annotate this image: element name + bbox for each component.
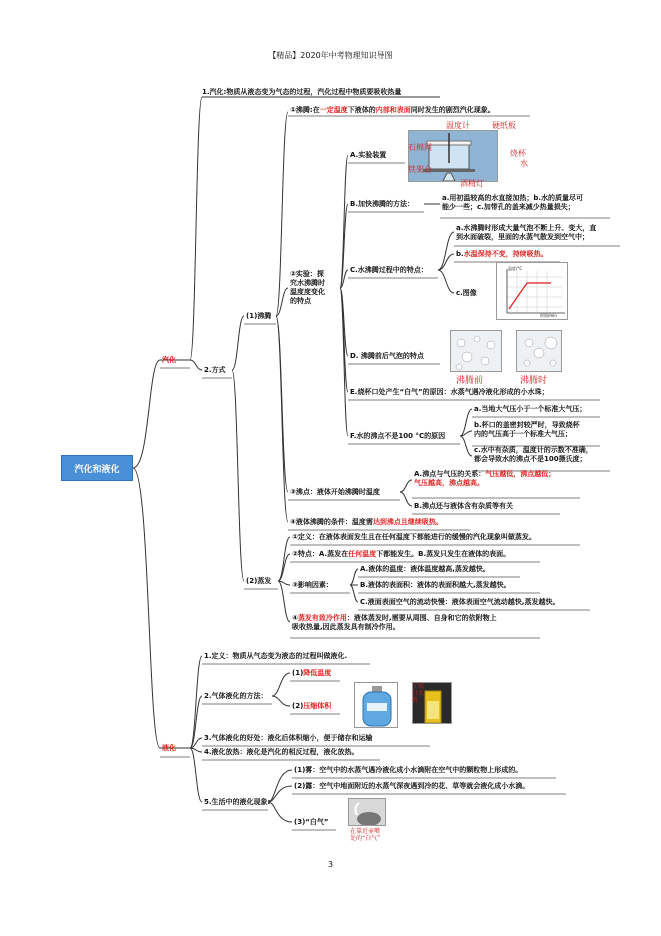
bubbles-before-boiling-image: [450, 330, 502, 372]
speed-up-detail: a.用初温较高的水直接加热；b.水的质量尽可 能少一些；c.加带孔的盖来减少热量损失；: [442, 194, 584, 211]
label-cardboard: 硬纸板: [492, 121, 516, 130]
node-speed-up-boiling[interactable]: B.加快沸腾的方法：: [350, 200, 414, 208]
temperature-time-graph: [496, 262, 568, 320]
bubbles-before-drawing: [451, 331, 502, 372]
experiment-title: ②实验：探 究水沸腾时 温度度变化 的特点: [290, 270, 325, 305]
evaporation-features: ②特点：A.蒸发在任何温度下都能发生。B.蒸发只发生在液体的表面。: [292, 550, 511, 558]
gas-cylinder-drawing: [355, 683, 398, 728]
gas-cylinder-image: [354, 682, 398, 728]
node-evaporation-factors[interactable]: ③影响因素：: [292, 581, 333, 589]
kettle-caption: 在靠近壶嘴 处的“白气”: [350, 828, 381, 842]
node-boiling-point-not-100[interactable]: F.水的沸点不是100 °C的原因: [350, 432, 446, 440]
node-liquefaction-in-life[interactable]: 5.生活中的液化现象:: [204, 798, 271, 806]
factor-air-flow: C.液面表面空气的流动快慢：液体表面空气流动越快,蒸发越快。: [360, 598, 560, 606]
method-lower-temperature: (1)降低温度: [292, 669, 332, 677]
branch-boiling[interactable]: (1)沸腾: [246, 312, 272, 320]
graph-y-label: 温度/°C: [508, 266, 523, 271]
life-dew: (2)露：空气中地面附近的水蒸气深夜遇到冷的花、草等就会液化成小水滴。: [294, 782, 530, 790]
method-compress-volume: (2)压缩体积: [292, 702, 332, 710]
kettle-drawing: [349, 799, 386, 826]
reason-low-pressure: a.当地大气压小于一个标准大气压；: [474, 405, 587, 413]
boiling-point-pressure: A.沸点与气压的关系：气压越低，沸点越低； 气压越高，沸点越高。: [414, 470, 556, 487]
page-header: 【精品】2020年中考物理知识导图: [268, 51, 393, 60]
label-during-boiling: 沸腾时: [520, 376, 548, 386]
branch-liquefaction[interactable]: 液化: [162, 744, 176, 752]
label-water: 水: [520, 159, 528, 168]
node-boiling-features[interactable]: C.水沸腾过程中的特点：: [350, 266, 428, 274]
evaporation-definition: ①定义：在液体表面发生且在任何温度下都能进行的缓慢的汽化现象叫做蒸发。: [292, 533, 536, 541]
evaporation-cooling: ④蒸发有致冷作用：液体蒸发时,需要从周围、自身和它的依附物上 吸收热量,因此蒸发具有制冷作用。: [292, 614, 497, 631]
life-fog: (1)雾：空气中的水蒸气遇冷液化成小水滴附在空气中的颗粒物上形成的。: [294, 766, 523, 774]
page-number: 3: [327, 860, 334, 869]
factor-surface-area: B.液体的表面积：液体的表面积越大,蒸发越快。: [360, 581, 511, 589]
branch-evaporation[interactable]: (2)蒸发: [246, 577, 272, 585]
reason-impurities: c.水中有杂质，温度计的示数不准确， 都会导致水的沸点不是100摄氏度；: [474, 446, 593, 463]
feature-bubbles: a.水沸腾时形成大量气泡不断上升、变大，直 到水面破裂，里面的水蒸气散发到空气中；: [456, 224, 597, 241]
bubbles-during-boiling-image: [516, 330, 562, 372]
label-asbestos-net: 石棉网: [408, 143, 432, 152]
label-before-boiling: 沸腾前: [456, 376, 484, 386]
boiling-definition: ①沸腾:在一定温度下液体的内部和表面同时发生的剧烈汽化现象。: [290, 106, 495, 114]
node-boiling-point[interactable]: ③沸点：液体开始沸腾时温度: [290, 488, 380, 496]
life-white-gas: (3)“白气”: [294, 818, 329, 826]
feature-constant-temperature: b.水温保持不变，持续吸热。: [456, 250, 548, 258]
label-iron-stand: 铁架台: [408, 165, 432, 174]
feature-graph-label: c.图像: [456, 289, 477, 297]
vaporization-definition: 1.汽化:物质从液态变为气态的过程，汽化过程中物质要吸收热量: [202, 88, 402, 96]
node-white-gas-reason[interactable]: E.烧杯口处产生“白气”的原因：水蒸气遇冷液化形成的小水珠；: [350, 388, 549, 396]
liquefaction-definition: 1.定义：物质从气态变为液态的过程叫做液化.: [204, 652, 348, 660]
branch-ways[interactable]: 2.方式: [204, 366, 226, 374]
graph-x-label: 时间/min: [540, 313, 557, 318]
node-experiment-setup[interactable]: A.实验装置: [350, 151, 387, 159]
boiling-point-impurities: B.沸点还与液体含有杂质等有关: [414, 502, 513, 510]
node-liquefaction-methods[interactable]: 2.气体液化的方法：: [204, 692, 268, 700]
reason-sealed-lid: b.杯口的盖密封较严时，导致烧杯 内的气压高于一个标准大气压；: [474, 421, 580, 438]
center-topic-node[interactable]: 汽化和液化: [61, 455, 133, 481]
label-thermometer: 温度计: [446, 121, 470, 130]
liquefaction-benefit: 3.气体液化的好处：液化后体积缩小，便于储存和运输: [204, 734, 373, 742]
label-butane-lighter: 丁烷打火机: [412, 683, 425, 704]
kettle-steam-image: [348, 798, 386, 826]
boiling-condition: ④液体沸腾的条件：温度需达到沸点且继续吸热。: [290, 518, 443, 526]
node-bubbles[interactable]: D. 沸腾前后气泡的特点: [350, 352, 424, 360]
factor-temperature: A.液体的温度：液体温度越高,蒸发越快。: [360, 565, 490, 573]
label-beaker: 烧杯: [510, 149, 526, 158]
label-alcohol-lamp: 酒精灯: [460, 179, 484, 188]
liquefaction-releases-heat: 4.液化放热：液化是汽化的相反过程，液化放热。: [204, 748, 359, 756]
branch-vaporization[interactable]: 汽化: [162, 356, 176, 364]
bubbles-during-drawing: [517, 331, 562, 372]
